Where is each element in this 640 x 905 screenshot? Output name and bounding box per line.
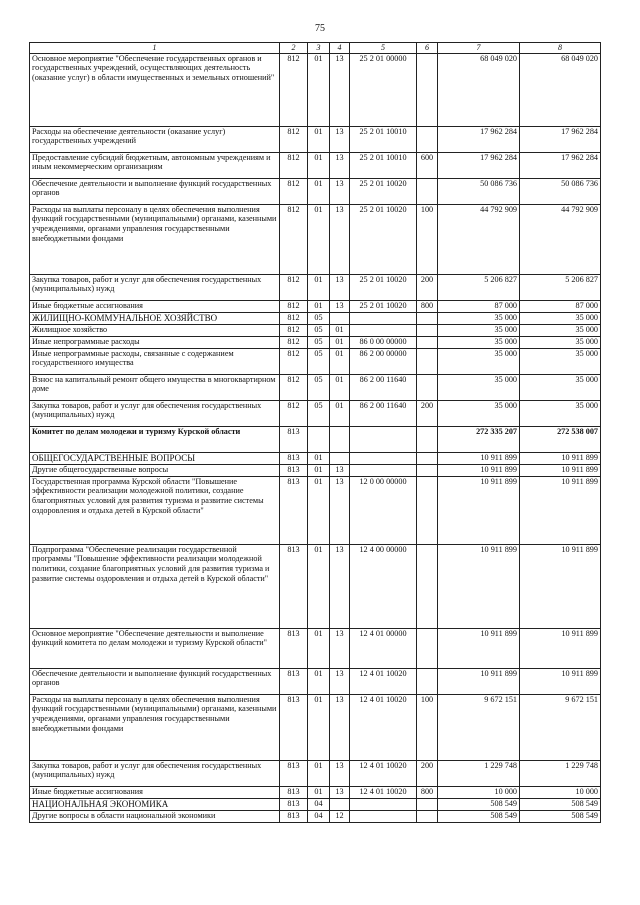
amount-year-2: 10 911 899 <box>520 628 601 668</box>
amount-year-2: 44 792 909 <box>520 204 601 274</box>
table-row <box>30 786 601 798</box>
expense-type-code: 100 <box>417 204 438 274</box>
row-name: ОБЩЕГОСУДАРСТВЕННЫЕ ВОПРОСЫ <box>30 452 280 464</box>
section-code: 01 <box>308 544 330 628</box>
amount-year-2: 10 911 899 <box>520 668 601 694</box>
amount-year-2: 5 206 827 <box>520 274 601 300</box>
ministry-code: 812 <box>280 178 308 204</box>
expense-type-code <box>417 324 438 336</box>
ministry-code: 813 <box>280 694 308 760</box>
section-code: 04 <box>308 798 330 810</box>
amount-year-1: 50 086 736 <box>438 178 520 204</box>
subsection-code: 13 <box>330 204 350 274</box>
row-name: Обеспечение деятельности и выполнение функций государственных органов <box>30 178 280 204</box>
target-article-code: 86 2 00 00000 <box>350 348 417 374</box>
section-code: 01 <box>308 668 330 694</box>
table-row <box>30 476 601 544</box>
section-code: 01 <box>308 628 330 668</box>
table-row <box>30 324 601 336</box>
row-name: Иные непрограммные расходы <box>30 336 280 348</box>
row-name: Взнос на капитальный ремонт общего имущества в многоквартирном доме <box>30 374 280 400</box>
target-article-code <box>350 426 417 452</box>
row-name: Основное мероприятие "Обеспечение деятельности и выполнение функций комитета по делам молодежи и туризму Курской области" <box>30 628 280 668</box>
amount-year-1: 35 000 <box>438 336 520 348</box>
target-article-code: 86 2 00 11640 <box>350 400 417 426</box>
amount-year-1: 87 000 <box>438 300 520 312</box>
ministry-code: 812 <box>280 274 308 300</box>
table-row <box>30 810 601 822</box>
amount-year-2: 35 000 <box>520 348 601 374</box>
row-name: Подпрограмма "Обеспечение реализации государственной программы "Повышение эффективности реализации молодежной политики, создание благоприятных условий для развития туризма и развитие системы оздоровления и отдыха детей в Курской области" <box>30 544 280 628</box>
amount-year-2: 10 000 <box>520 786 601 798</box>
amount-year-2: 68 049 020 <box>520 53 601 126</box>
section-code: 05 <box>308 400 330 426</box>
column-number-row <box>30 43 601 54</box>
subsection-code: 13 <box>330 668 350 694</box>
subsection-code <box>330 452 350 464</box>
target-article-code: 25 2 01 10020 <box>350 300 417 312</box>
ministry-code: 812 <box>280 312 308 324</box>
amount-year-2: 10 911 899 <box>520 544 601 628</box>
expense-type-code <box>417 476 438 544</box>
amount-year-2: 1 229 748 <box>520 760 601 786</box>
table-row <box>30 178 601 204</box>
table-row <box>30 760 601 786</box>
expense-type-code: 200 <box>417 400 438 426</box>
table-row <box>30 348 601 374</box>
expense-type-code: 200 <box>417 760 438 786</box>
table-row <box>30 668 601 694</box>
amount-year-2: 50 086 736 <box>520 178 601 204</box>
section-code <box>308 426 330 452</box>
ministry-code: 813 <box>280 810 308 822</box>
section-code: 01 <box>308 452 330 464</box>
target-article-code: 86 0 00 00000 <box>350 336 417 348</box>
table-row <box>30 300 601 312</box>
target-article-code: 12 4 01 10020 <box>350 694 417 760</box>
expense-type-code: 100 <box>417 694 438 760</box>
expense-type-code: 800 <box>417 300 438 312</box>
table-row <box>30 426 601 452</box>
table-row <box>30 53 601 126</box>
amount-year-1: 35 000 <box>438 374 520 400</box>
section-code: 01 <box>308 126 330 152</box>
section-code: 05 <box>308 336 330 348</box>
subsection-code: 13 <box>330 53 350 126</box>
subsection-code: 13 <box>330 126 350 152</box>
amount-year-1: 10 000 <box>438 786 520 798</box>
amount-year-2: 10 911 899 <box>520 464 601 476</box>
amount-year-1: 68 049 020 <box>438 53 520 126</box>
budget-table <box>29 42 601 823</box>
ministry-code: 813 <box>280 798 308 810</box>
amount-year-1: 508 549 <box>438 810 520 822</box>
amount-year-2: 508 549 <box>520 798 601 810</box>
row-name: Основное мероприятие "Обеспечение государственных органов и государственных учреждений, осуществляющих деятельность (оказание услуг) в области имущественных и земельных отношений" <box>30 53 280 126</box>
amount-year-1: 10 911 899 <box>438 476 520 544</box>
table-row <box>30 312 601 324</box>
subsection-code <box>330 426 350 452</box>
table-row <box>30 452 601 464</box>
ministry-code: 813 <box>280 628 308 668</box>
subsection-code: 13 <box>330 464 350 476</box>
target-article-code <box>350 324 417 336</box>
expense-type-code <box>417 53 438 126</box>
row-name: Расходы на обеспечение деятельности (оказание услуг) государственных учреждений <box>30 126 280 152</box>
target-article-code: 12 4 00 00000 <box>350 544 417 628</box>
amount-year-1: 272 335 207 <box>438 426 520 452</box>
section-code: 01 <box>308 760 330 786</box>
target-article-code: 25 2 01 00000 <box>350 53 417 126</box>
subsection-code: 13 <box>330 476 350 544</box>
subsection-code: 01 <box>330 348 350 374</box>
expense-type-code: 200 <box>417 274 438 300</box>
row-name: Иные бюджетные ассигнования <box>30 300 280 312</box>
ministry-code: 812 <box>280 204 308 274</box>
column-number: 7 <box>438 43 520 54</box>
row-name: Расходы на выплаты персоналу в целях обеспечения выполнения функций государственными (муниципальными) органами, казенными учреждениями, органами управления государственными внебюджетными фондами <box>30 694 280 760</box>
ministry-code: 812 <box>280 53 308 126</box>
amount-year-2: 87 000 <box>520 300 601 312</box>
subsection-code: 13 <box>330 274 350 300</box>
amount-year-2: 35 000 <box>520 312 601 324</box>
section-code: 05 <box>308 374 330 400</box>
amount-year-1: 35 000 <box>438 348 520 374</box>
ministry-code: 813 <box>280 426 308 452</box>
expense-type-code <box>417 126 438 152</box>
subsection-code: 13 <box>330 152 350 178</box>
table-row <box>30 336 601 348</box>
ministry-code: 812 <box>280 152 308 178</box>
section-code: 01 <box>308 694 330 760</box>
subsection-code <box>330 798 350 810</box>
section-code: 01 <box>308 204 330 274</box>
expense-type-code <box>417 374 438 400</box>
section-code: 01 <box>308 178 330 204</box>
expense-type-code <box>417 452 438 464</box>
target-article-code: 12 0 00 00000 <box>350 476 417 544</box>
column-number: 3 <box>308 43 330 54</box>
row-name: Расходы на выплаты персоналу в целях обеспечения выполнения функций государственными (муниципальными) органами, казенными учреждениями, органами управления государственными внебюджетными фондами <box>30 204 280 274</box>
expense-type-code <box>417 798 438 810</box>
row-name: Предоставление субсидий бюджетным, автономным учреждениям и иным некоммерческим организациям <box>30 152 280 178</box>
row-name: Другие вопросы в области национальной экономики <box>30 810 280 822</box>
target-article-code <box>350 810 417 822</box>
target-article-code <box>350 312 417 324</box>
ministry-code: 813 <box>280 464 308 476</box>
row-name: Закупка товаров, работ и услуг для обеспечения государственных (муниципальных) нужд <box>30 400 280 426</box>
amount-year-2: 35 000 <box>520 324 601 336</box>
ministry-code: 812 <box>280 300 308 312</box>
section-code: 01 <box>308 464 330 476</box>
expense-type-code: 600 <box>417 152 438 178</box>
ministry-code: 813 <box>280 476 308 544</box>
table-row <box>30 126 601 152</box>
section-code: 01 <box>308 786 330 798</box>
subsection-code: 12 <box>330 810 350 822</box>
ministry-code: 813 <box>280 668 308 694</box>
target-article-code <box>350 452 417 464</box>
amount-year-2: 10 911 899 <box>520 452 601 464</box>
amount-year-1: 35 000 <box>438 400 520 426</box>
section-code: 01 <box>308 476 330 544</box>
section-code: 05 <box>308 312 330 324</box>
expense-type-code <box>417 348 438 374</box>
ministry-code: 812 <box>280 400 308 426</box>
ministry-code: 812 <box>280 348 308 374</box>
ministry-code: 812 <box>280 324 308 336</box>
row-name: Государственная программа Курской области "Повышение эффективности реализации молодежной политики, создание благоприятных условий для развития туризма и развитие системы оздоровления и отдыха детей в Курской области" <box>30 476 280 544</box>
subsection-code: 01 <box>330 336 350 348</box>
amount-year-1: 9 672 151 <box>438 694 520 760</box>
target-article-code: 25 2 01 10010 <box>350 126 417 152</box>
ministry-code: 813 <box>280 544 308 628</box>
column-number: 5 <box>350 43 417 54</box>
amount-year-2: 35 000 <box>520 374 601 400</box>
row-name: Иные бюджетные ассигнования <box>30 786 280 798</box>
row-name: Обеспечение деятельности и выполнение функций государственных органов <box>30 668 280 694</box>
page-number: 75 <box>315 23 325 34</box>
section-code: 05 <box>308 324 330 336</box>
amount-year-1: 10 911 899 <box>438 668 520 694</box>
target-article-code: 12 4 01 10020 <box>350 760 417 786</box>
amount-year-2: 508 549 <box>520 810 601 822</box>
amount-year-2: 35 000 <box>520 336 601 348</box>
amount-year-1: 10 911 899 <box>438 452 520 464</box>
subsection-code: 13 <box>330 544 350 628</box>
amount-year-1: 35 000 <box>438 324 520 336</box>
subsection-code: 13 <box>330 300 350 312</box>
ministry-code: 812 <box>280 374 308 400</box>
amount-year-1: 5 206 827 <box>438 274 520 300</box>
expense-type-code <box>417 426 438 452</box>
subsection-code: 01 <box>330 374 350 400</box>
table-row <box>30 152 601 178</box>
amount-year-2: 35 000 <box>520 400 601 426</box>
table-row <box>30 400 601 426</box>
amount-year-1: 10 911 899 <box>438 544 520 628</box>
target-article-code: 86 2 00 11640 <box>350 374 417 400</box>
row-name: Другие общегосударственные вопросы <box>30 464 280 476</box>
amount-year-2: 17 962 284 <box>520 152 601 178</box>
row-name: Закупка товаров, работ и услуг для обеспечения государственных (муниципальных) нужд <box>30 760 280 786</box>
table-row <box>30 544 601 628</box>
column-number: 1 <box>30 43 280 54</box>
table-row <box>30 274 601 300</box>
subsection-code: 13 <box>330 628 350 668</box>
target-article-code: 25 2 01 10020 <box>350 204 417 274</box>
expense-type-code <box>417 178 438 204</box>
target-article-code: 25 2 01 10020 <box>350 274 417 300</box>
row-name: Жилищное хозяйство <box>30 324 280 336</box>
table-row <box>30 628 601 668</box>
section-code: 04 <box>308 810 330 822</box>
amount-year-1: 17 962 284 <box>438 126 520 152</box>
section-code: 01 <box>308 300 330 312</box>
column-number: 2 <box>280 43 308 54</box>
amount-year-1: 10 911 899 <box>438 628 520 668</box>
subsection-code: 13 <box>330 694 350 760</box>
target-article-code: 25 2 01 10010 <box>350 152 417 178</box>
amount-year-1: 10 911 899 <box>438 464 520 476</box>
amount-year-2: 272 538 007 <box>520 426 601 452</box>
row-name: НАЦИОНАЛЬНАЯ ЭКОНОМИКА <box>30 798 280 810</box>
table-row <box>30 694 601 760</box>
row-name: Закупка товаров, работ и услуг для обеспечения государственных (муниципальных) нужд <box>30 274 280 300</box>
amount-year-1: 44 792 909 <box>438 204 520 274</box>
ministry-code: 813 <box>280 452 308 464</box>
table-row <box>30 798 601 810</box>
expense-type-code <box>417 810 438 822</box>
row-name: Иные непрограммные расходы, связанные с содержанием государственного имущества <box>30 348 280 374</box>
expense-type-code <box>417 544 438 628</box>
section-code: 05 <box>308 348 330 374</box>
expense-type-code <box>417 628 438 668</box>
expense-type-code <box>417 668 438 694</box>
target-article-code <box>350 798 417 810</box>
amount-year-2: 10 911 899 <box>520 476 601 544</box>
target-article-code: 25 2 01 10020 <box>350 178 417 204</box>
expense-type-code <box>417 336 438 348</box>
column-number: 6 <box>417 43 438 54</box>
expense-type-code <box>417 464 438 476</box>
column-number: 4 <box>330 43 350 54</box>
table-row <box>30 464 601 476</box>
row-name: ЖИЛИЩНО-КОММУНАЛЬНОЕ ХОЗЯЙСТВО <box>30 312 280 324</box>
amount-year-1: 35 000 <box>438 312 520 324</box>
subsection-code: 01 <box>330 400 350 426</box>
target-article-code <box>350 464 417 476</box>
subsection-code: 01 <box>330 324 350 336</box>
table-row <box>30 204 601 274</box>
ministry-code: 812 <box>280 126 308 152</box>
subsection-code: 13 <box>330 760 350 786</box>
amount-year-1: 17 962 284 <box>438 152 520 178</box>
target-article-code: 12 4 01 00000 <box>350 628 417 668</box>
row-name: Комитет по делам молодежи и туризму Курской области <box>30 426 280 452</box>
subsection-code: 13 <box>330 178 350 204</box>
amount-year-2: 9 672 151 <box>520 694 601 760</box>
table-row <box>30 374 601 400</box>
ministry-code: 813 <box>280 760 308 786</box>
subsection-code <box>330 312 350 324</box>
amount-year-1: 508 549 <box>438 798 520 810</box>
amount-year-2: 17 962 284 <box>520 126 601 152</box>
section-code: 01 <box>308 274 330 300</box>
expense-type-code: 800 <box>417 786 438 798</box>
target-article-code: 12 4 01 10020 <box>350 668 417 694</box>
section-code: 01 <box>308 152 330 178</box>
subsection-code: 13 <box>330 786 350 798</box>
amount-year-1: 1 229 748 <box>438 760 520 786</box>
ministry-code: 812 <box>280 336 308 348</box>
ministry-code: 813 <box>280 786 308 798</box>
expense-type-code <box>417 312 438 324</box>
target-article-code: 12 4 01 10020 <box>350 786 417 798</box>
section-code: 01 <box>308 53 330 126</box>
column-number: 8 <box>520 43 601 54</box>
